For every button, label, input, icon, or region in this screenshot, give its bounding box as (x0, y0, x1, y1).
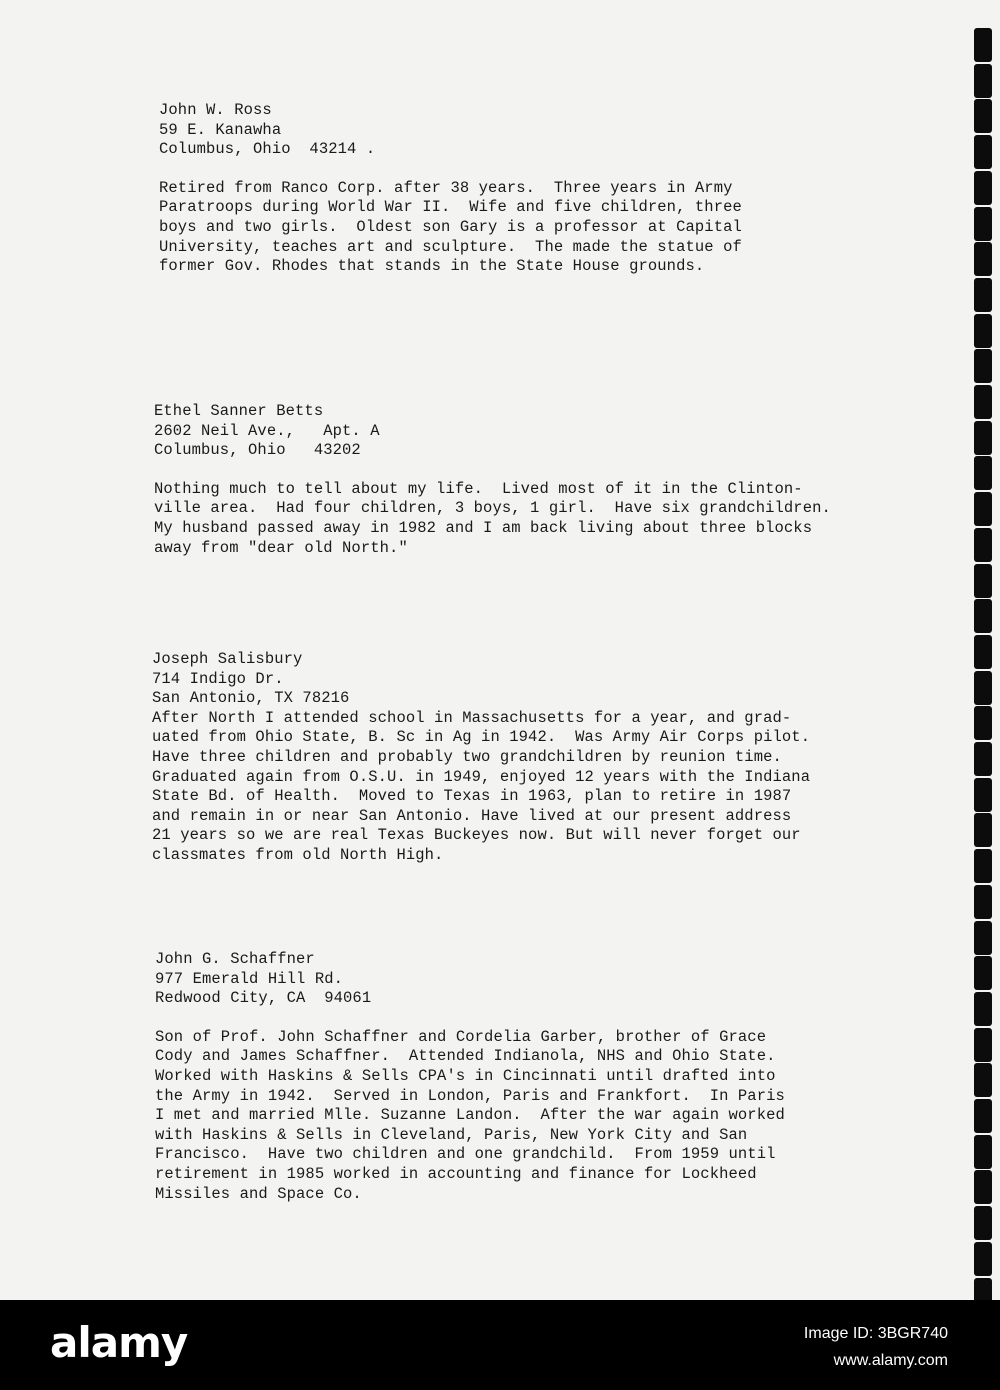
binding-ring (974, 1206, 992, 1240)
entry-ethel-sanner-betts (154, 402, 874, 558)
binding-ring (974, 1170, 992, 1204)
binding-ring (974, 706, 992, 740)
body-line: Have three children and probably two grandchildren by reunion time. (152, 747, 782, 766)
binding-ring (974, 635, 992, 669)
binding-ring (974, 528, 992, 562)
body-line: My husband passed away in 1982 and I am back living about three blocks (154, 518, 813, 537)
binding-ring (974, 135, 992, 169)
binding-ring (974, 813, 992, 847)
body-line: away from "dear old North." (154, 538, 408, 557)
address-line: Joseph Salisbury (152, 650, 303, 668)
binding-ring (974, 456, 992, 490)
body-line: Worked with Haskins & Sells CPA's in Cincinnati until drafted into (155, 1066, 776, 1085)
binding-ring (974, 242, 992, 276)
binding-ring (974, 564, 992, 598)
body-line: and remain in or near San Antonio. Have lived at our present address (152, 806, 792, 825)
image-id-label: Image ID: 3BGR740 (803, 1325, 948, 1342)
body-line: Missiles and Space Co. (155, 1184, 362, 1203)
address-line: Ethel Sanner Betts (154, 402, 324, 420)
body-line: boys and two girls. Oldest son Gary is a professor at Capital (159, 217, 742, 236)
address-line: John G. Schaffner (155, 950, 315, 968)
spiral-binding (964, 0, 1000, 1300)
binding-ring (974, 171, 992, 205)
binding-ring (974, 492, 992, 526)
binding-ring (974, 1028, 992, 1062)
body-line: Cody and James Schaffner. Attended Indianola, NHS and Ohio State. (155, 1047, 776, 1066)
entry-joseph-salisbury (152, 650, 872, 866)
binding-ring (974, 849, 992, 883)
address-line: Columbus, Ohio 43214 . (159, 140, 376, 159)
address-line: Columbus, Ohio 43202 (154, 441, 361, 460)
body-line: Son of Prof. John Schaffner and Cordelia Garber, brother of Grace (155, 1027, 767, 1046)
binding-ring (974, 1135, 992, 1169)
body-line: former Gov. Rhodes that stands in the State House grounds. (159, 257, 705, 276)
binding-ring (974, 778, 992, 812)
body-line: Francisco. Have two children and one grandchild. From 1959 until (155, 1145, 776, 1164)
body-line: State Bd. of Health. Moved to Texas in 1963, plan to retire in 1987 (152, 787, 792, 806)
binding-ring (974, 278, 992, 312)
body-line: Retired from Ranco Corp. after 38 years. Three years in Army (159, 178, 733, 197)
body-line: 21 years so we are real Texas Buckeyes now. But will never forget our (152, 826, 801, 845)
body-line: retirement in 1985 worked in accounting and finance for Lockheed (155, 1164, 757, 1183)
body-line: classmates from old North High. (152, 845, 444, 864)
address-line: John W. Ross (159, 101, 272, 119)
site-url-label: www.alamy.com (833, 1352, 948, 1369)
entry-john-g-schaffner (155, 950, 875, 1204)
body-line: I met and married Mlle. Suzanne Landon. After the war again worked (155, 1106, 785, 1125)
body-line: the Army in 1942. Served in London, Paris and Frankfort. In Paris (155, 1086, 785, 1105)
binding-ring (974, 28, 992, 62)
binding-ring (974, 885, 992, 919)
address-line: 2602 Neil Ave., Apt. A (154, 421, 380, 440)
binding-ring (974, 349, 992, 383)
address-line: 714 Indigo Dr. (152, 669, 284, 688)
alamy-logo: alamy (50, 1318, 188, 1367)
binding-ring (974, 421, 992, 455)
binding-ring (974, 1063, 992, 1097)
binding-ring (974, 314, 992, 348)
body-line: University, teaches art and sculpture. The made the statue of (159, 237, 742, 256)
binding-ring (974, 742, 992, 776)
footer-meta (804, 1320, 948, 1374)
address-line: 977 Emerald Hill Rd. (155, 969, 344, 988)
address-line: 59 E. Kanawha (159, 120, 282, 139)
binding-ring (974, 599, 992, 633)
binding-ring (974, 921, 992, 955)
binding-ring (974, 956, 992, 990)
binding-ring (974, 385, 992, 419)
body-line: Nothing much to tell about my life. Lived most of it in the Clinton- (154, 479, 803, 498)
address-line: Redwood City, CA 94061 (155, 989, 372, 1008)
body-line: After North I attended school in Massachusetts for a year, and grad- (152, 708, 792, 727)
binding-ring (974, 671, 992, 705)
body-line: with Haskins & Sells in Cleveland, Paris, New York City and San (155, 1125, 748, 1144)
body-line: Graduated again from O.S.U. in 1949, enjoyed 12 years with the Indiana (152, 767, 811, 786)
body-line: Paratroops during World War II. Wife and five children, three (159, 198, 742, 217)
binding-ring (974, 1242, 992, 1276)
binding-ring (974, 992, 992, 1026)
address-line: San Antonio, TX 78216 (152, 689, 350, 708)
body-line: ville area. Had four children, 3 boys, 1 girl. Have six grandchildren. (154, 499, 831, 518)
binding-ring (974, 1099, 992, 1133)
binding-ring (974, 207, 992, 241)
binding-ring (974, 1278, 992, 1300)
binding-ring (974, 64, 992, 98)
stock-footer-bar (0, 1300, 1000, 1390)
binding-ring (974, 99, 992, 133)
entry-john-w-ross (159, 101, 879, 277)
body-line: uated from Ohio State, B. Sc in Ag in 1942. Was Army Air Corps pilot. (152, 728, 811, 747)
